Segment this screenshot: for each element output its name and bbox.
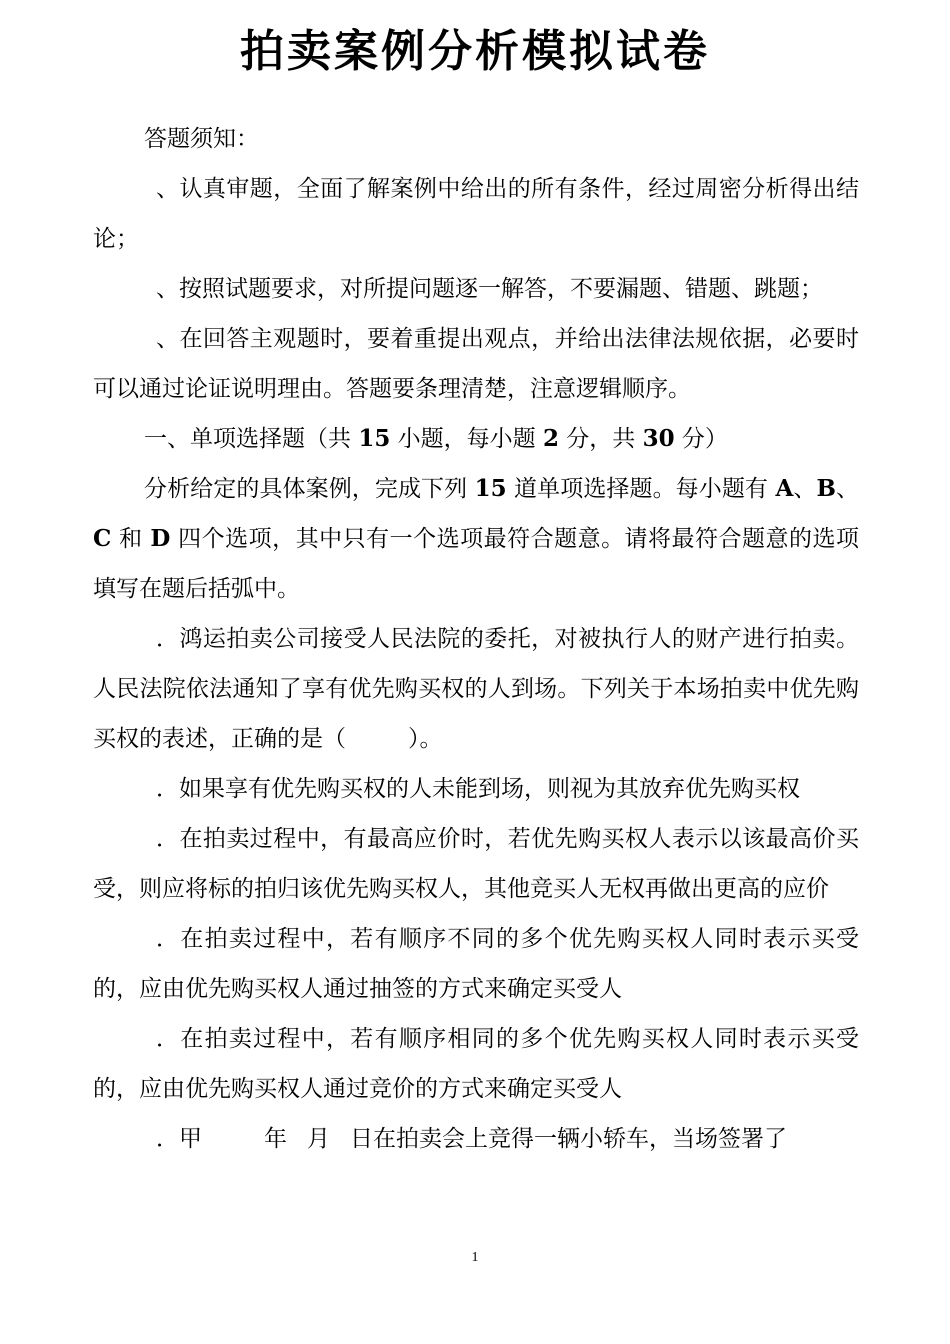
question-1-option: ．在拍卖过程中，有最高应价时，若优先购买权人表示以该最高价买受，则应将标的拍归该优先购买权人，其他竞买人无权再做出更高的应价 <box>93 826 859 902</box>
document-body <box>93 114 859 1164</box>
question-1-stem: ．鸿运拍卖公司接受人民法院的委托，对被执行人的财产进行拍卖。人民法院依法通知了享有优先购买权的人到场。下列关于本场拍卖中优先购买权的表述，正确的是（ ）。 <box>93 626 859 752</box>
notice-item-2: 、按照试题要求，对所提问题逐一解答，不要漏题、错题、跳题； <box>156 276 823 302</box>
section-heading: 一、单项选择题（共 15 小题，每小题 2 分，共 30 分） <box>144 425 728 452</box>
question-2-stem: ．甲 年 月 日在拍卖会上竞得一辆小轿车，当场签署了 <box>156 1126 787 1152</box>
points-each: 2 <box>542 425 559 452</box>
page-number: 1 <box>471 1250 479 1265</box>
points-total: 30 <box>642 425 675 452</box>
question-1-option: ．在拍卖过程中，若有顺序相同的多个优先购买权人同时表示买受的，应由优先购买权人通过竞价的方式来确定买受人 <box>93 1026 859 1102</box>
page-title: 拍卖案例分析模拟试卷 <box>240 26 710 77</box>
section-intro: 分析给定的具体案例，完成下列 15 道单项选择题。每小题有 A、B、C 和 D 四个选项，其中只有一个选项最符合题意。请将最符合题意的选项填写在题后括弧中。 <box>93 475 860 602</box>
notice-item-3: 、在回答主观题时，要着重提出观点，并给出法律法规依据，必要时可以通过论证说明理由。答题要条理清楚，注意逻辑顺序。 <box>93 326 859 402</box>
notice-heading: 答题须知： <box>144 126 259 152</box>
question-1-option: ．如果享有优先购买权的人未能到场，则视为其放弃优先购买权 <box>156 776 800 802</box>
notice-item-1: 、认真审题，全面了解案例中给出的所有条件，经过周密分析得出结论； <box>93 176 859 252</box>
question-count: 15 <box>358 425 391 452</box>
question-1-option: ．在拍卖过程中，若有顺序不同的多个优先购买权人同时表示买受的，应由优先购买权人通过抽签的方式来确定买受人 <box>93 926 859 1002</box>
